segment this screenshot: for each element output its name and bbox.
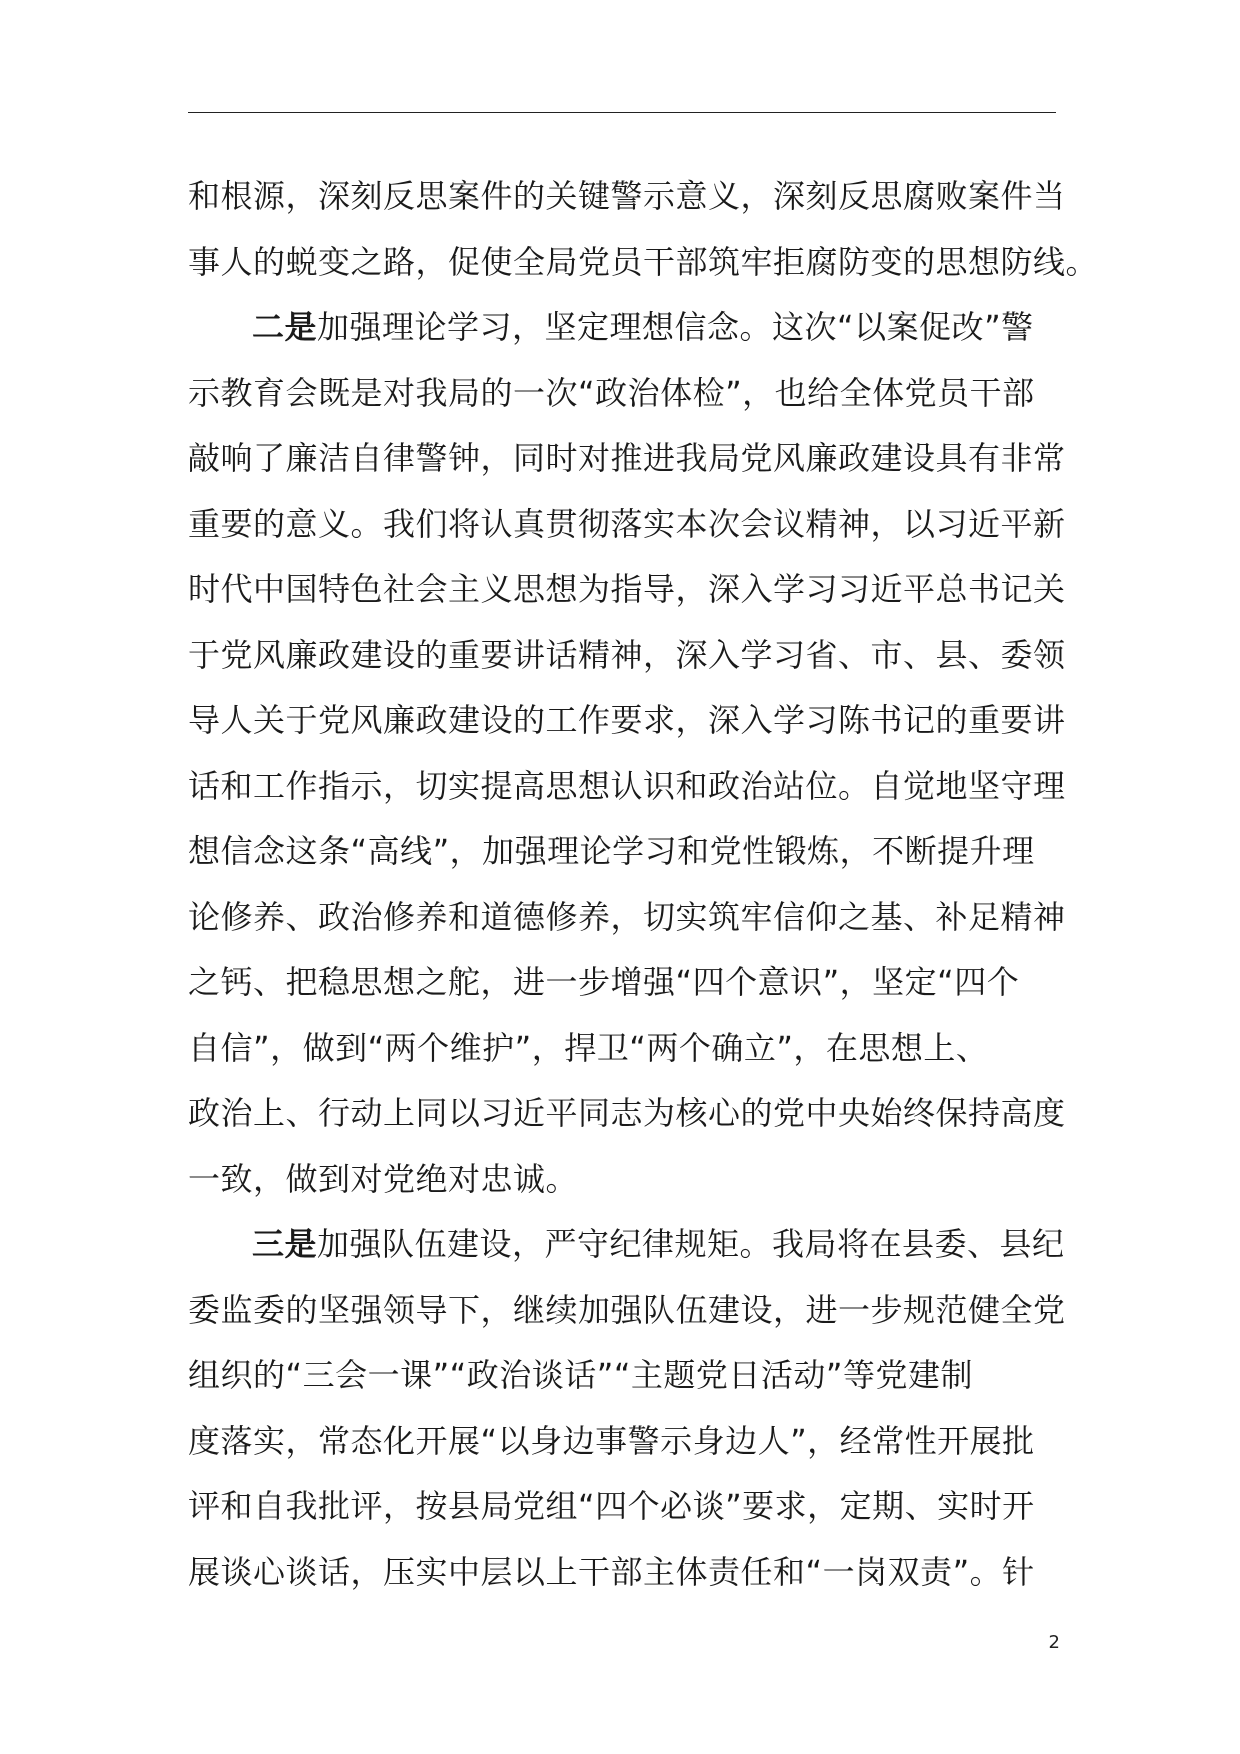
header-rule bbox=[188, 112, 1056, 113]
text-line: 示教育会既是对我局的一次“政治体检”，也给全体党员干部 bbox=[188, 373, 1035, 412]
document-body bbox=[188, 164, 1099, 1605]
text-line: 组织的“三会一课”“政治谈话”“主题党日活动”等党建制 bbox=[188, 1356, 973, 1394]
page-number: 2 bbox=[1048, 1632, 1060, 1653]
text-line: 展谈心谈话，压实中层以上干部主体责任和“一岗双责”。针 bbox=[188, 1552, 1035, 1591]
text-line: 导人关于党风廉政建设的工作要求，深入学习陈书记的重要讲 bbox=[188, 701, 1066, 739]
paragraph-first-line bbox=[188, 1212, 1065, 1278]
text-line: 委监委的坚强领导下，继续加强队伍建设，进一步规范健全党 bbox=[188, 1290, 1066, 1329]
text-line: 一致，做到对党绝对忠诚。 bbox=[188, 1159, 579, 1198]
text-line: 想信念这条“高线”，加强理论学习和党性锻炼，不断提升理 bbox=[188, 832, 1035, 870]
paragraph-lead: 三是 bbox=[252, 1225, 318, 1263]
text-line: 之钙、把稳思想之舵，进一步增强“四个意识”，坚定“四个 bbox=[188, 963, 1020, 1001]
text-line: 加强理论学习，坚定理想信念。这次“以案促改”警 bbox=[317, 308, 1034, 346]
paragraph-lead: 二是 bbox=[252, 308, 318, 346]
text-line: 话和工作指示，切实提高思想认识和政治站位。自觉地坚守理 bbox=[188, 766, 1066, 805]
text-line: 加强队伍建设，严守纪律规矩。我局将在县委、县纪 bbox=[317, 1225, 1065, 1263]
paragraph-first-line bbox=[188, 295, 1060, 361]
text-line: 自信”，做到“两个维护”，捍卫“两个确立”，在思想上、 bbox=[188, 1028, 989, 1067]
text-line: 重要的意义。我们将认真贯彻落实本次会议精神，以习近平新 bbox=[188, 504, 1066, 543]
text-line: 度落实，常态化开展“以身边事警示身边人”，经常性开展批 bbox=[188, 1421, 1035, 1460]
text-line: 和根源，深刻反思案件的关键警示意义，深刻反思腐败案件当 bbox=[188, 177, 1066, 215]
text-line: 于党风廉政建设的重要讲话精神，深入学习省、市、县、委领 bbox=[188, 635, 1066, 674]
text-line: 论修养、政治修养和道德修养，切实筑牢信仰之基、补足精神 bbox=[188, 897, 1066, 936]
text-line: 敲响了廉洁自律警钟，同时对推进我局党风廉政建设具有非常 bbox=[188, 439, 1066, 477]
text-line: 时代中国特色社会主义思想为指导，深入学习习近平总书记关 bbox=[188, 570, 1066, 608]
text-line: 评和自我批评，按县局党组“四个必谈”要求，定期、实时开 bbox=[188, 1487, 1035, 1525]
text-line: 政治上、行动上同以习近平同志为核心的党中央始终保持高度 bbox=[188, 1094, 1066, 1132]
text-line: 事人的蜕变之路，促使全局党员干部筑牢拒腐防变的思想防线。 bbox=[188, 242, 1099, 281]
